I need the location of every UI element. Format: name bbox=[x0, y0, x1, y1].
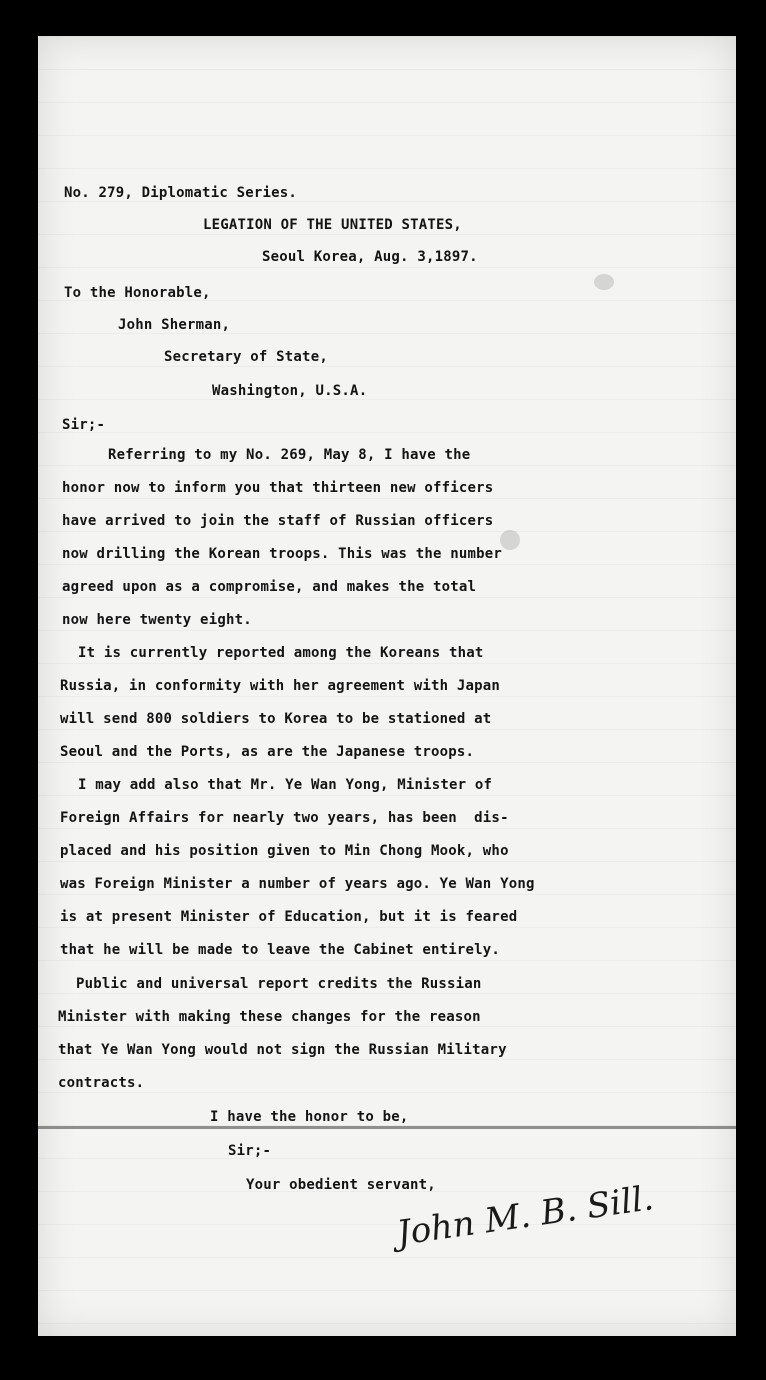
paper-blemish bbox=[594, 274, 614, 290]
body-line: Seoul and the Ports, as are the Japanese troops. bbox=[60, 744, 475, 760]
closing-line: Sir;- bbox=[228, 1143, 272, 1159]
body-line: agreed upon as a compromise, and makes the total bbox=[62, 579, 477, 595]
series-number: No. 279, Diplomatic Series. bbox=[64, 185, 297, 201]
body-line: now drilling the Korean troops. This was the number bbox=[62, 546, 503, 562]
body-line: placed and his position given to Min Chong Mook, who bbox=[60, 843, 509, 859]
handwritten-signature: John M. B. Sill. bbox=[394, 1178, 656, 1254]
body-line: Russia, in conformity with her agreement with Japan bbox=[60, 678, 501, 694]
body-line: I may add also that Mr. Ye Wan Yong, Minister of bbox=[78, 777, 493, 793]
body-line: contracts. bbox=[58, 1075, 145, 1091]
body-line: that Ye Wan Yong would not sign the Russian Military bbox=[58, 1042, 507, 1058]
paper-blemish bbox=[500, 530, 520, 550]
addressee-line: Washington, U.S.A. bbox=[212, 383, 368, 399]
body-line: Minister with making these changes for the reason bbox=[58, 1009, 481, 1025]
body-line: honor now to inform you that thirteen new officers bbox=[62, 480, 494, 496]
body-line: that he will be made to leave the Cabinet entirely. bbox=[60, 942, 501, 958]
body-line: was Foreign Minister a number of years ago. Ye Wan Yong bbox=[60, 876, 535, 892]
body-line: Foreign Affairs for nearly two years, has been dis- bbox=[60, 810, 509, 826]
closing-line: Your obedient servant, bbox=[246, 1177, 436, 1193]
legation-heading: LEGATION OF THE UNITED STATES, bbox=[203, 217, 462, 233]
body-line: have arrived to join the staff of Russian officers bbox=[62, 513, 494, 529]
body-line: now here twenty eight. bbox=[62, 612, 252, 628]
body-line: will send 800 soldiers to Korea to be stationed at bbox=[60, 711, 492, 727]
place-date: Seoul Korea, Aug. 3,1897. bbox=[262, 249, 478, 265]
body-line: Public and universal report credits the Russian bbox=[76, 976, 482, 992]
addressee-line: John Sherman, bbox=[118, 317, 231, 333]
salutation: Sir;- bbox=[62, 417, 106, 433]
body-line: is at present Minister of Education, but it is feared bbox=[60, 909, 518, 925]
body-line: Referring to my No. 269, May 8, I have the bbox=[108, 447, 471, 463]
addressee-line: To the Honorable, bbox=[64, 285, 211, 301]
closing-line: I have the honor to be, bbox=[210, 1109, 409, 1125]
addressee-line: Secretary of State, bbox=[164, 349, 328, 365]
letter-page bbox=[38, 36, 736, 1336]
body-line: It is currently reported among the Koreans that bbox=[78, 645, 484, 661]
